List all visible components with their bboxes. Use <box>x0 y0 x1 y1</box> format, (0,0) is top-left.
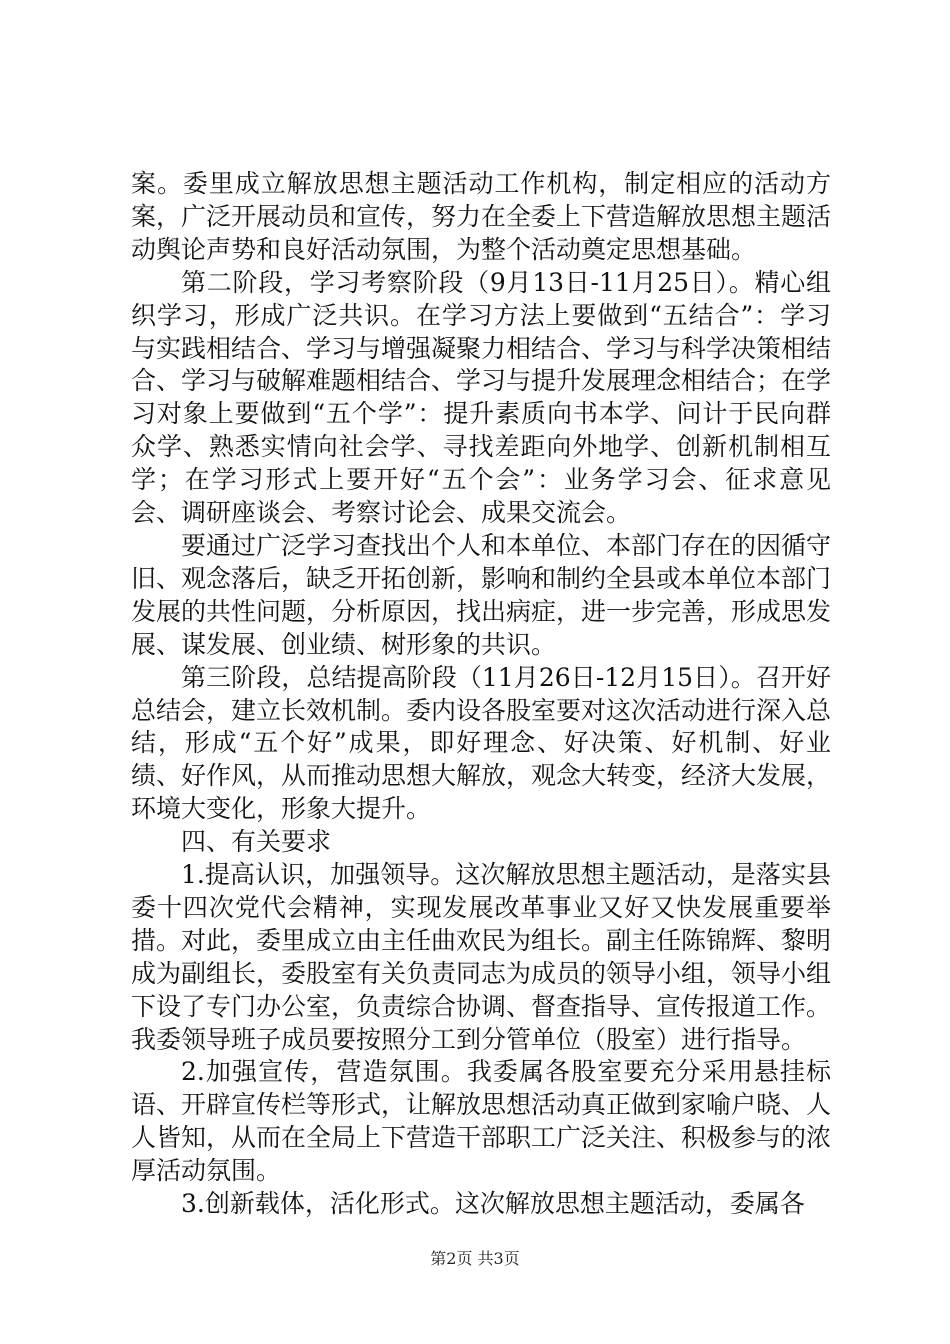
paragraph-study-goals: 要通过广泛学习查找出个人和本单位、本部门存在的因循守旧、观念落后，缺乏开拓创新，影响和制约全县或本单位本部门发展的共性问题，分析原因，找出病症，进一步完善，形成思发展、谋发展、创业绩、树形象的共识。 <box>131 530 832 659</box>
paragraph-stage-two: 第二阶段，学习考察阶段（9月13日-11月25日）。精心组织学习，形成广泛共识。在学习方法上要做到“五结合”：学习与实践相结合、学习与增强凝聚力相结合、学习与科学决策相结合、学习与破解难题相结合、学习与提升发展理念相结合；在学习对象上要做到“五个学”：提升素质向书本学、问计于民向群众学、熟悉实情向社会学、寻找差距向外地学、创新机制相互学；在学习形式上要开好“五个会”：业务学习会、征求意见会、调研座谈会、考察讨论会、成果交流会。 <box>131 267 832 528</box>
paragraph-requirement-1: 1.提高认识，加强领导。这次解放思想主题活动，是落实县委十四次党代会精神，实现发展改革事业又好又快发展重要举措。对此，委里成立由主任曲欢民为组长。副主任陈锦辉、黎明成为副组长，委股室有关负责同志为成员的领导小组，领导小组下设了专门办公室，负责综合协调、督查指导、宣传报道工作。我委领导班子成员要按照分工到分管单位（股室）进行指导。 <box>131 860 832 1054</box>
paragraph-continuation: 案。委里成立解放思想主题活动工作机构，制定相应的活动方案，广泛开展动员和宣传，努力在全委上下营造解放思想主题活动舆论声势和良好活动氛围，为整个活动奠定思想基础。 <box>131 169 832 264</box>
document-body <box>131 168 831 1221</box>
paragraph-requirement-3: 3.创新载体，活化形式。这次解放思想主题活动，委属各 <box>181 1189 805 1219</box>
page-footer: 第2页 共3页 <box>430 1249 520 1268</box>
paragraph-stage-three: 第三阶段，总结提高阶段（11月26日-12月15日）。召开好总结会，建立长效机制。委内设各股室要对这次活动进行深入总结，形成“五个好”成果，即好理念、好决策、好机制、好业绩、好作风，从而推动思想大解放，观念大转变，经济大发展，环境大变化，形象大提升。 <box>131 662 832 824</box>
section-heading-requirements: 四、有关要求 <box>181 827 332 857</box>
paragraph-requirement-2: 2.加强宣传，营造氛围。我委属各股室要充分采用悬挂标语、开辟宣传栏等形式，让解放思想活动真正做到家喻户晓、人人皆知，从而在全局上下营造干部职工广泛关注、积极参与的浓厚活动氛围。 <box>131 1057 832 1186</box>
